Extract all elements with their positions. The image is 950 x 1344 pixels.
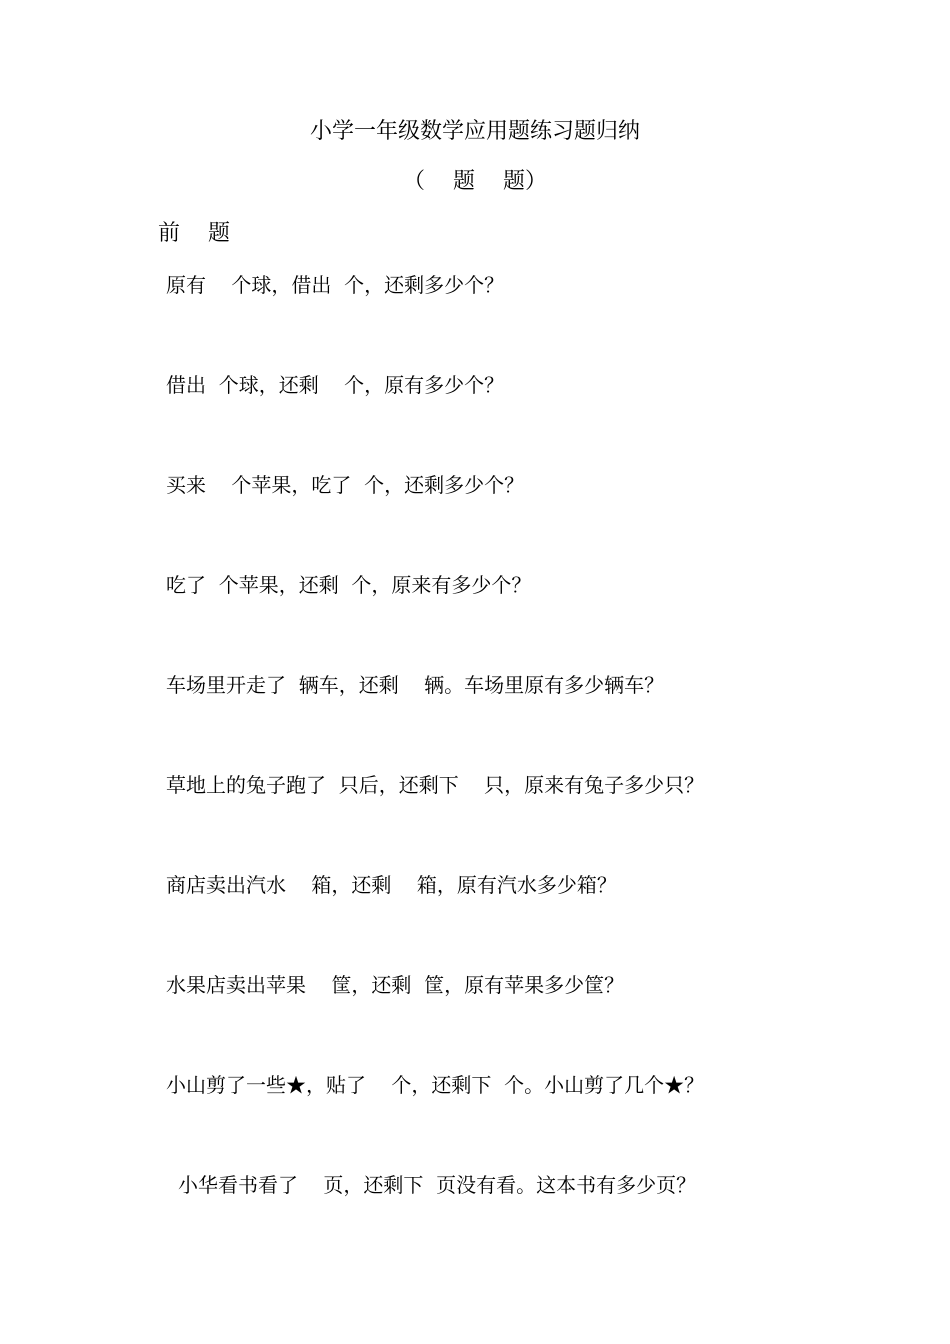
- problem-item: 买来 个苹果，吃了 个，还剩多少个？: [166, 473, 525, 497]
- problem-item: 小山剪了一些★，贴了 个，还剩下 个。小山剪了几个★？: [166, 1073, 705, 1097]
- problem-list: [166, 270, 866, 1270]
- section-heading: 前 题: [158, 221, 230, 246]
- problem-item: 借出 个球，还剩 个，原有多少个？: [166, 373, 505, 397]
- problem-item: 小华看书看了 页，还剩下 页没有看。这本书有多少页？: [178, 1173, 697, 1197]
- problem-item: 商店卖出汽水 箱，还剩 箱，原有汽水多少箱？: [166, 873, 617, 897]
- problem-item: 吃了 个苹果，还剩 个，原来有多少个？: [166, 573, 532, 597]
- document-subtitle: （ 题 题）: [403, 169, 547, 194]
- problem-item: 原有 个球，借出 个，还剩多少个？: [166, 273, 505, 297]
- problem-item: 车场里开走了 辆车，还剩 辆。车场里原有多少辆车？: [166, 673, 665, 697]
- document-title: 小学一年级数学应用题练习题归纳: [309, 119, 640, 144]
- problem-item: 水果店卖出苹果 筐，还剩 筐，原有苹果多少筐？: [166, 973, 625, 997]
- problem-item: 草地上的兔子跑了 只后，还剩下 只，原来有兔子多少只？: [166, 773, 705, 797]
